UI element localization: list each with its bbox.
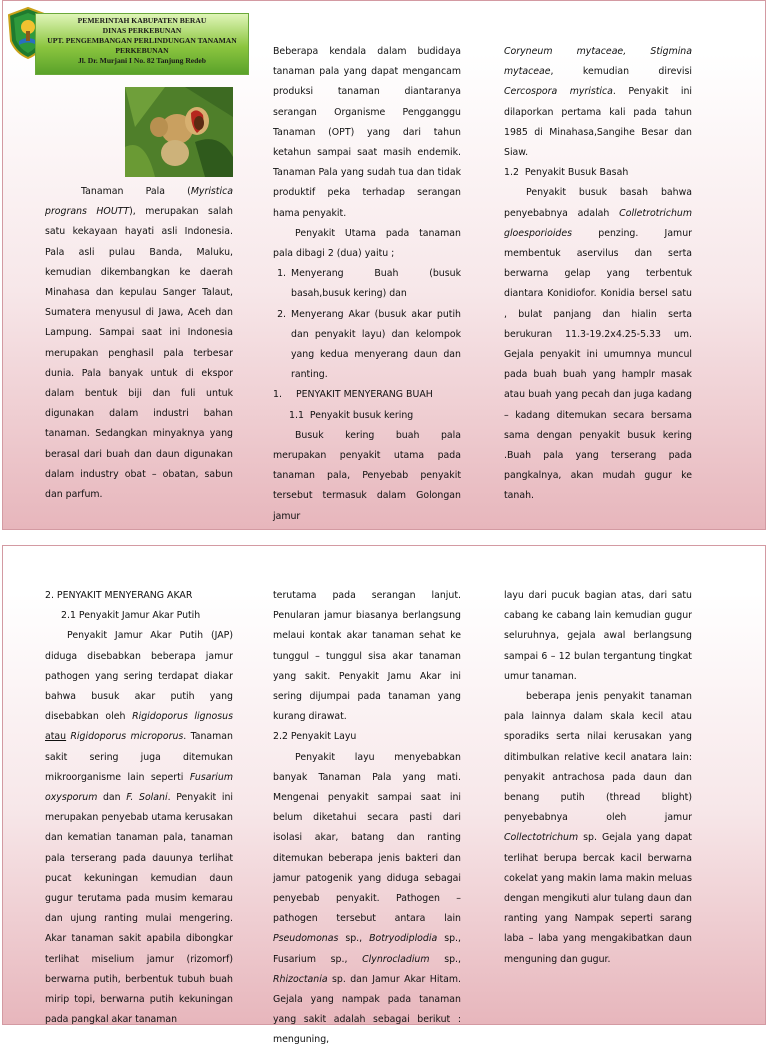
scientific-name: Botryodiplodia (369, 933, 438, 945)
brochure-page-2 (2, 545, 766, 1046)
main-diseases-paragraph: Penyakit Utama pada tanaman pala dibagi 2 (dua) yaitu ; (273, 227, 461, 260)
page2-column-3 (504, 586, 692, 970)
section-2-2-heading: 2.2 Penyakit Layu (273, 731, 357, 743)
intro-scientific-name: Myristica prograns HOUTT (45, 186, 233, 218)
scientific-name: Collectotrichum (504, 832, 579, 844)
scientific-name: Coryneum mytaceae, Stigmina mytaceae (504, 46, 692, 78)
page1-column-3 (504, 42, 692, 507)
body-text: . Penyakit ini dilaporkan pertama kali pada tahun 1985 di Minahasa,Sangihe Besar dan Siaw. (504, 86, 692, 159)
header-line-5: Jl. Dr. Murjani I No. 82 Tanjung Redeb (78, 56, 206, 65)
body-text: sp. Gejala yang dapat terlihat berupa bercak kacil berwarna cokelat yang makin lama makin meluas dengan mengikuti alur tulang daun dan ranting yang Nampak seperti sarang laba – laba yang mengakibatkan daun menguning dan gugur. (504, 832, 692, 965)
body-text: penzing. Jamur membentuk aservilus dan serta berwarna gelap yang terbentuk diantara Konidiofor. Konidia bersel satu , bulat panjang dan hialin serta berukuran 11.3-19.2x4.25-5.33 um. Gejala penyakit ini umumnya muncul pada buah buah yang hamplr masak atau buah yang pecah dan juga kadang – kadang ditemukan secara bersama sama dengan penyakit busuk kering .Buah pala yang terserang pada pangkalnya, akan mudah gugur ke tanah. (504, 227, 692, 502)
section-title: PENYAKIT MENYERANG BUAH (295, 389, 433, 401)
page1-column-1 (45, 182, 233, 505)
section-number: 1. (273, 389, 282, 401)
scientific-name: Colletrotrichum gloesporioides (504, 207, 692, 239)
body-text: Penyakit layu menyebabkan banyak Tanaman Pala yang mati. Mengenai penyakit sampai saat ini belum diketahui secara pasti dari isolasi akar, batang dan ranting ditemukan beberapa jenis bakteri dan jamur patogenik yang diduga sebagai penyebab penyakit. Pathogen – pathogen tersebut antara lain (273, 751, 461, 925)
intro-text-a: Tanaman Pala ( (81, 186, 191, 197)
wilt-paragraph (273, 748, 461, 1051)
header-line-2: DINAS PERKEBUNAN (102, 26, 182, 35)
brochure-page-1 (2, 0, 766, 530)
list-item: 1. Menyerang Buah (busuk basah,busuk kering) dan (289, 264, 461, 304)
body-text: , kemudian direvisi (550, 66, 692, 78)
list-item: 2. Menyerang Akar (busuk akar putih dan penyakit layu) dan kelompok yang kedua menyerang daun dan ranting. (289, 305, 461, 386)
section-title: Penyakit busuk kering (309, 409, 414, 421)
white-root-paragraph (45, 626, 233, 1030)
scientific-name: Fusarium oxysporum (45, 771, 233, 804)
dry-rot-paragraph: Busuk kering buah pala merupakan penyakit utama pada tanaman pala, Penyebab penyakit tersebut termasuk dalam Golongan jamur (273, 429, 461, 522)
section-1-1-heading (273, 406, 461, 426)
scientific-name: Rhizoctania (273, 973, 328, 985)
body-text: Penyakit Jamur Akar Putih (JAP) diduga disebabkan beberapa jamur pathogen yang sering terdapat diakar bahwa busuk akar putih yang disebabkan oleh (45, 630, 233, 723)
body-text: . Penyakit ini merupakan penyebab utama kerusakan dan kematian tanaman pala, tanaman pala terserang pada dauunya terlihat pucat kekuningan kemudian daun gugur terutama pada musim kemarau dan ujung ranting mulai mengering. Akar tanaman sakit apabila dibongkar terlihat miselium jamur (rizomorf) berwarna putih, berbentuk tubuh buah mirip topi, berwarna putih kekuningan pada pangkal akar tanaman (45, 792, 233, 1026)
body-text: . Tanaman sakit sering juga ditemukan mikroorganisme lain seperti (45, 731, 233, 783)
intro-paragraph (45, 182, 233, 505)
header-line-4: PERKEBUNAN (115, 46, 169, 55)
section-1-heading (273, 385, 461, 405)
header-line-1: PEMERINTAH KABUPATEN BERAU (77, 16, 207, 25)
transmission-paragraph: terutama pada serangan lanjut. Penularan jamur biasanya berlangsung melaui kontak akar tanaman sehat ke tunggul – tunggul sisa akar tanaman yang sakit. Penyakit Jamu Akar ini sering dijumpai pada tanaman yang kurang dirawat. (273, 590, 461, 723)
scientific-name: F. Solani (126, 792, 168, 804)
page2-column-2 (273, 586, 461, 1051)
wet-rot-paragraph (504, 183, 692, 506)
body-text: sp., (338, 933, 370, 945)
section-2-heading: 2. PENYAKIT MENYERANG AKAR (45, 590, 193, 601)
scientific-name: Rigidoporus microporus (70, 731, 184, 743)
scientific-name: Cercospora myristica (504, 86, 613, 98)
nutmeg-fruit-photo (125, 87, 233, 177)
scientific-name: Clynrocladium (362, 953, 430, 965)
section-title: Penyakit Busuk Basah (524, 167, 629, 179)
constraints-paragraph: Beberapa kendala dalam budidaya tanaman pala yang dapat mengancam produksi tanaman diantaranya serangan Organisme Pengganggu Tanaman (OPT) yang dari tahun ketahun sampai saat masih endemik. Tanaman Pala yang sudah tua dan tidak produktif peka terhadap serangan hama penyakit. (273, 46, 461, 219)
body-text: sp., (429, 953, 461, 965)
other-diseases-paragraph (504, 687, 692, 970)
underlined-word: atau (45, 731, 67, 743)
body-text: dan (97, 792, 127, 804)
wilt-symptoms-paragraph: layu dari pucuk bagian atas, dari satu cabang ke cabang lain kemudian gugur seluruhnya, gejala awal berlangsung sampai 6 – 12 bulan tergantung tingkat umur tanaman. (504, 590, 692, 682)
section-number: 1.2 (504, 167, 519, 179)
body-text: sp., Fusarium sp., (273, 933, 461, 965)
header-line-3: UPT. PENGEMBANGAN PERLINDUNGAN TANAMAN (47, 36, 237, 45)
scientific-name: Pseudomonas (273, 933, 339, 945)
scientific-name: Rigidoporus lignosus (132, 711, 233, 723)
body-text: Penyakit busuk basah bahwa penyebabnya adalah (504, 187, 692, 219)
intro-text-b: ), merupakan salah satu kekayaan hayati asli Indonesia. Pala asli pulau Banda, Maluku, kemudian dikembangkan ke daerah Minahasa dan kepulau Sanger Talaut, Sumatera menyusul di Jawa, Aceh dan Lampung. Sampai saat ini Indonesia merupakan penghasil pala terbesar dunia. Pala banyak untuk di ekspor dalam bentuk biji dan fuli untuk digunakan dalam industri bahan tanaman. Sedangkan minyaknya yang berasal dari buah dan daun digunakan dalam industry obat – obatan, sabun dan parfum. (45, 206, 233, 501)
page1-column-2 (273, 42, 461, 527)
section-1-2-heading (504, 163, 692, 183)
body-text: beberapa jenis penyakit tanaman pala lainnya dalam skala kecil atau sporadiks serta nilai kerusakan yang ditimbulkan relative kecil anatara lain: penyakit antrachosa pada daun dan benang putih (thread blight) penyebabnya oleh jamur (504, 691, 692, 824)
pathogen-paragraph (504, 42, 692, 163)
page2-column-1 (45, 586, 233, 1030)
agency-header-banner (35, 13, 249, 75)
section-number: 1.1 (289, 409, 304, 421)
section-2-1-heading: 2.1 Penyakit Jamur Akar Putih (61, 610, 201, 622)
body-text: sp. dan Jamur Akar Hitam. Gejala yang nampak pada tanaman yang sakit adalah sebagai berikut : menguning, (273, 973, 461, 1046)
disease-group-list (273, 264, 461, 385)
